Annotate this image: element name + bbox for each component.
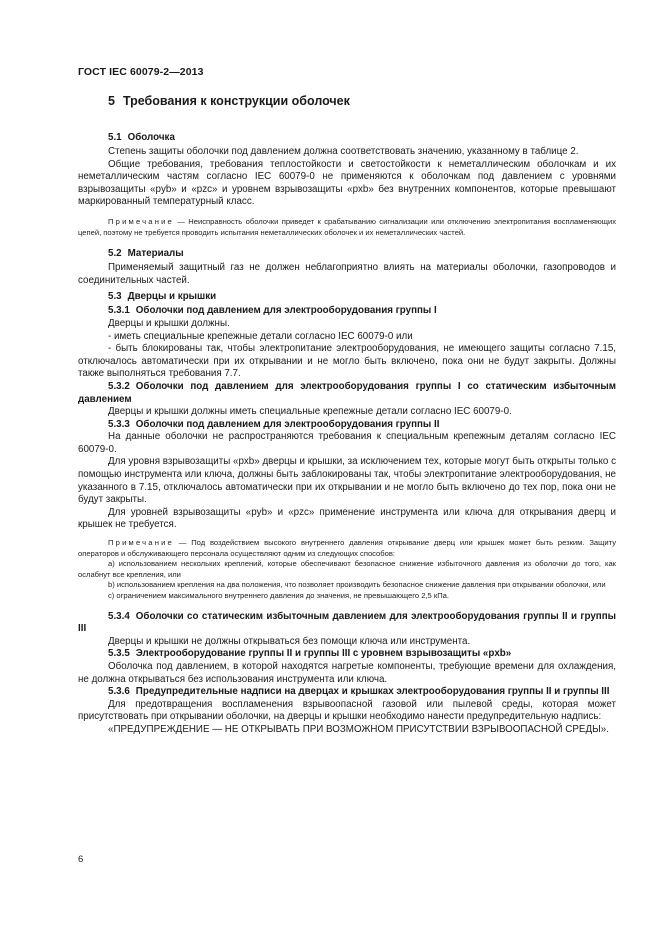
- clause-5-3-3-heading: [78, 419, 616, 432]
- clause-number: 5.3.1: [108, 305, 130, 317]
- page-number: 6: [78, 854, 84, 865]
- clause-title: Предупредительные надписи на дверцах и крышках электрооборудования группы II и группы III: [135, 686, 610, 698]
- list-item: - быть блокированы так, чтобы электропитание электрооборудования, не имеющего защиты согласно 7.15, отключалось автоматически при их открывании и не могло быть включено, пока они не будут закрыты. Должны также выполняться требования 7.7.: [78, 343, 616, 380]
- note-list-item: b) использованием крепления на два положения, что позволяет производить безопасное снижение давления при открывании оболочки, или: [108, 580, 606, 590]
- standard-header: ГОСТ IEC 60079-2—2013: [78, 66, 204, 78]
- clause-number: 5.3.3: [108, 418, 130, 430]
- clause-5-3-2-heading: [78, 381, 616, 406]
- subsection-title: Дверцы и крышки: [127, 291, 217, 303]
- subsection-title: Материалы: [127, 248, 184, 260]
- clause-number: 5.3.5: [108, 648, 130, 660]
- clause-number: 5.3.2: [108, 380, 130, 392]
- clause-5-3-1-heading: [78, 305, 616, 318]
- clause-title: Оболочки под давлением для электрооборудования группы II: [135, 418, 440, 430]
- note-text: — Под воздействием высокого внутреннего давления открывание дверц или крышек может быть резким. Защиту операторов и обслуживающего персонала осуществляют одним из следующих способов:: [78, 538, 616, 558]
- clause-title: Электрооборудование группы II и группы III с уровнем взрывозащиты «pxb»: [135, 648, 512, 660]
- subsection-title: Оболочка: [127, 132, 175, 143]
- clause-5-3-4-heading: [78, 611, 616, 636]
- subsection-5-2-heading: [108, 247, 616, 260]
- section-number: 5: [108, 94, 115, 108]
- note: [78, 217, 616, 238]
- clause-number: 5.3.6: [108, 686, 130, 698]
- clause-number: 5.3.4: [108, 610, 130, 622]
- paragraph: Дверцы и крышки должны.: [108, 317, 230, 329]
- paragraph: На данные оболочки не распространяются требования к специальным крепежным деталям согласно IEC 60079-0.: [78, 431, 616, 455]
- paragraph: Оболочка под давлением, в которой находятся нагретые компоненты, требующие времени для охлаждения, не должна открываться без использования инструмента или ключа.: [78, 660, 616, 685]
- paragraph: Дверцы и крышки должны иметь специальные крепежные детали согласно IEC 60079-0.: [108, 406, 512, 418]
- note-label: Примечание: [108, 538, 174, 548]
- paragraph: Степень защиты оболочки под давлением должна соответствовать значению, указанному в таблице 2.: [108, 146, 579, 157]
- paragraph: Дверцы и крышки не должны открываться без помощи ключа или инструмента.: [108, 635, 471, 647]
- clause-title: Оболочки под давлением для электрооборудования группы I со статическим избыточным давлением: [78, 380, 616, 405]
- note-list-item: a) использованием нескольких креплений, которые обеспечивают безопасное снижение избыточного давления из оболочки до того, как ослабнут все крепления, или: [78, 559, 616, 579]
- clause-title: Оболочки со статическим избыточным давлением для электрооборудования группы II и группы III: [78, 610, 616, 635]
- list-item: - иметь специальные крепежные детали согласно IEC 60079-0 или: [108, 330, 413, 342]
- subsection-number: 5.1: [108, 132, 122, 143]
- page-content: [78, 92, 616, 737]
- clause-title: Оболочки под давлением для электрооборудования группы I: [135, 305, 437, 317]
- subsection-5-3-heading: [108, 290, 616, 303]
- subsection-number: 5.2: [108, 248, 122, 260]
- note-list-item: c) ограничением максимального внутреннего давления до значения, не превышающего 2,5 кПа.: [108, 591, 450, 600]
- clause-5-3-5-heading: [78, 648, 616, 661]
- note-label: Примечание: [108, 216, 174, 226]
- note-text: — Неисправность оболочки приведет к срабатыванию сигнализации или отключению электропитания воспламеняющих цепей, поэтому не требуется проводить испытания неметаллических оболочек и их неметаллических частей.: [78, 216, 616, 237]
- note: [78, 538, 616, 559]
- paragraph: Для предотвращения воспламенения взрывоопасной газовой или пылевой среды, которая может присутствовать при открывании оболочки, на дверцы и крышки необходимо нанести предупредительную надпись:: [78, 698, 616, 723]
- paragraph: Применяемый защитный газ не должен неблагоприятно влиять на материалы оболочки, газопроводов и соединительных частей.: [78, 262, 616, 286]
- subsection-number: 5.3: [108, 291, 122, 303]
- paragraph: Общие требования, требования теплостойкости и светостойкости к неметаллическим оболочкам и их неметаллическим частям согласно IEC 60079-0 не применяются к оболочкам под давлением с уровнями взрывозащиты «pyb» и «pzc» и уровнем взрывозащиты «pxb» без внутренних компонентов, которые превышают маркированный температурный класс.: [78, 158, 616, 208]
- section-title: [108, 92, 616, 110]
- paragraph: Для уровней взрывозащиты «pyb» и «pzc» применение инструмента или ключа для открывания дверц и крышек не требуется.: [78, 506, 616, 531]
- clause-5-3-6-heading: [78, 686, 616, 699]
- section-title-text: Требования к конструкции оболочек: [122, 94, 350, 108]
- subsection-5-1-heading: [108, 131, 616, 144]
- warning-inscription: «ПРЕДУПРЕЖДЕНИЕ — НЕ ОТКРЫВАТЬ ПРИ ВОЗМОЖНОМ ПРИСУТСТВИИ ВЗРЫВООПАСНОЙ СРЕДЫ».: [108, 723, 609, 735]
- paragraph: Для уровня взрывозащиты «pxb» дверцы и крышки, за исключением тех, которые могут быть открыты только с помощью инструмента или ключа, должны быть заблокированы так, чтобы электропитание электрооборудования, не указанного в 7.15, отключалось автоматически при их открывании и не могло быть включено до тех пор, пока они не будут закрыты.: [78, 456, 616, 506]
